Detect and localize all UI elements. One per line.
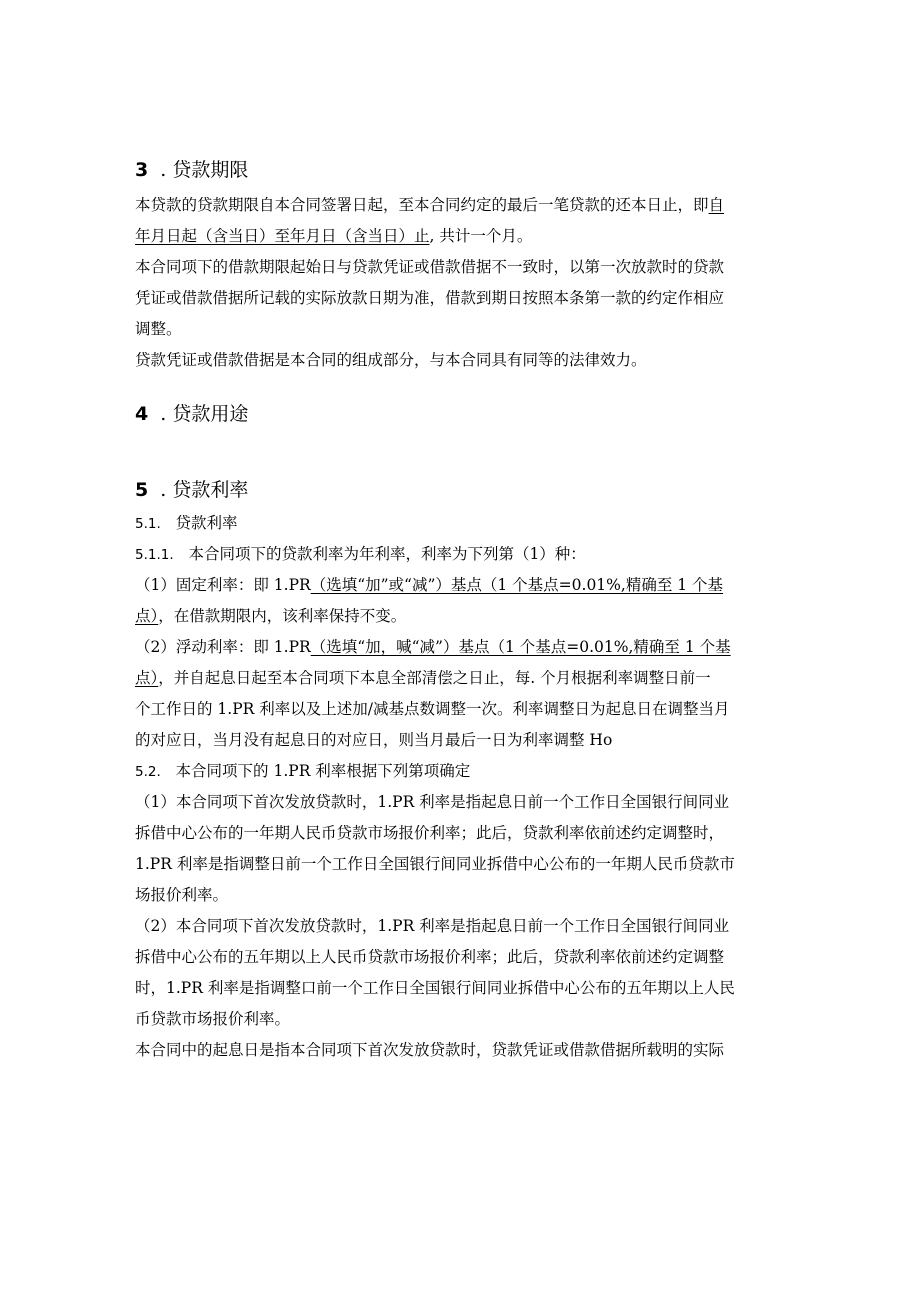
section-5-body [135,508,785,1066]
paragraph-line [135,663,785,694]
paragraph-line: 的对应日，当月没有起息日的对应日，则当月最后一日为利率调整 Ho [135,731,613,749]
underlined-term: 年月日起（含当日）至年月日（含当日）止 [135,227,430,245]
paragraph-line: 本合同中的起息日是指本合同项下首次发放贷款时，贷款凭证或借款借据所载明的实际 [135,1041,725,1059]
underlined-term: 点） [135,607,159,625]
paragraph-line: 时，1.PR 利率是指调整口前一个工作日全国银行间同业拆借中心公布的五年期以上人民 [135,979,735,997]
text-run: , 共计一个月。 [429,227,533,245]
paragraph-line: 币贷款市场报价利率。 [135,1010,291,1028]
text-run: （1）固定利率：即 1.PR [135,576,311,594]
text-run: （2）浮动利率：即 1.PR [135,638,311,656]
section-title: . 贷款利率 [160,479,249,501]
section-number: 5 [135,479,149,501]
text-run: 本贷款的贷款期限自本合同签署日起，至本合同约定的最后一笔贷款的还本日止，即 [135,196,709,214]
paragraph-line [135,221,785,252]
paragraph-line: 调整。 [135,320,182,338]
paragraph-line [135,601,785,632]
paragraph-line: 贷款凭证或借款借据是本合同的组成部分，与本合同具有同等的法律效力。 [135,351,647,369]
clause-number: 5.1.1. [135,547,174,563]
clause-text: 本合同项下的 1.PR 利率根据下列第项确定 [175,762,471,780]
section-title: . 贷款用途 [160,403,249,425]
clause-5-1-1 [135,539,785,570]
section-number: 4 [135,403,149,425]
clause-text: 本合同项下的贷款利率为年利率，利率为下列第（1）种： [188,545,586,563]
underlined-term: 点） [135,669,159,687]
underlined-term: （选填“加，喊“减”）基点（1 个基点=0.01%,精确至 1 个基 [310,638,731,656]
paragraph-line [135,190,785,221]
section-3-heading [135,157,248,183]
paragraph-line: 凭证或借款借据所记载的实际放款日期为准，借款到期日按照本条第一款的约定作相应 [135,289,725,307]
text-run: ，并自起息日起至本合同项下本息全部清偿之日止，每. 个月根据利率调整日前一 [158,669,711,687]
paragraph-line: 拆借中心公布的五年期以上人民币贷款市场报价利率；此后，贷款利率依前述约定调整 [135,948,725,966]
clause-5-2 [135,756,785,787]
paragraph-line: 1.PR 利率是指调整日前一个工作日全国银行间同业拆借中心公布的一年期人民币贷款市 [135,855,735,873]
clause-number: 5.2. [135,764,161,780]
section-title: . 贷款期限 [160,159,249,181]
paragraph-line: （1）本合同项下首次发放贷款时，1.PR 利率是指起息日前一个工作日全国银行间同业 [135,793,730,811]
clause-title: 贷款利率 [175,514,238,532]
underlined-term: 自 [708,196,725,214]
paragraph-line: 场报价利率。 [135,886,229,904]
clause-number: 5.1. [135,516,161,532]
clause-5-1 [135,508,785,539]
paragraph-line: 个工作日的 1.PR 利率以及上述加/减基点数调整一次。利率调整日为起息日在调整当月 [135,700,730,718]
paragraph-line: 拆借中心公布的一年期人民币贷款市场报价利率；此后，贷款利率依前述约定调整时， [135,824,725,842]
paragraph-line: （2）本合同项下首次发放贷款时，1.PR 利率是指起息日前一个工作日全国银行间同业 [135,917,730,935]
fixed-rate-option [135,570,785,601]
paragraph-line: 本合同项下的借款期限起始日与贷款凭证或借款借据不一致时，以第一次放款时的贷款 [135,258,725,276]
text-run: ，在借款期限内，该利率保持不变。 [158,607,407,625]
section-number: 3 [135,159,149,181]
section-5-heading [135,477,248,503]
underlined-term: （选填“加”或“减”）基点（1 个基点=0.01%,精确至 1 个基 [310,576,724,594]
floating-rate-option [135,632,785,663]
section-3-body [135,190,785,376]
section-4-heading [135,401,248,427]
